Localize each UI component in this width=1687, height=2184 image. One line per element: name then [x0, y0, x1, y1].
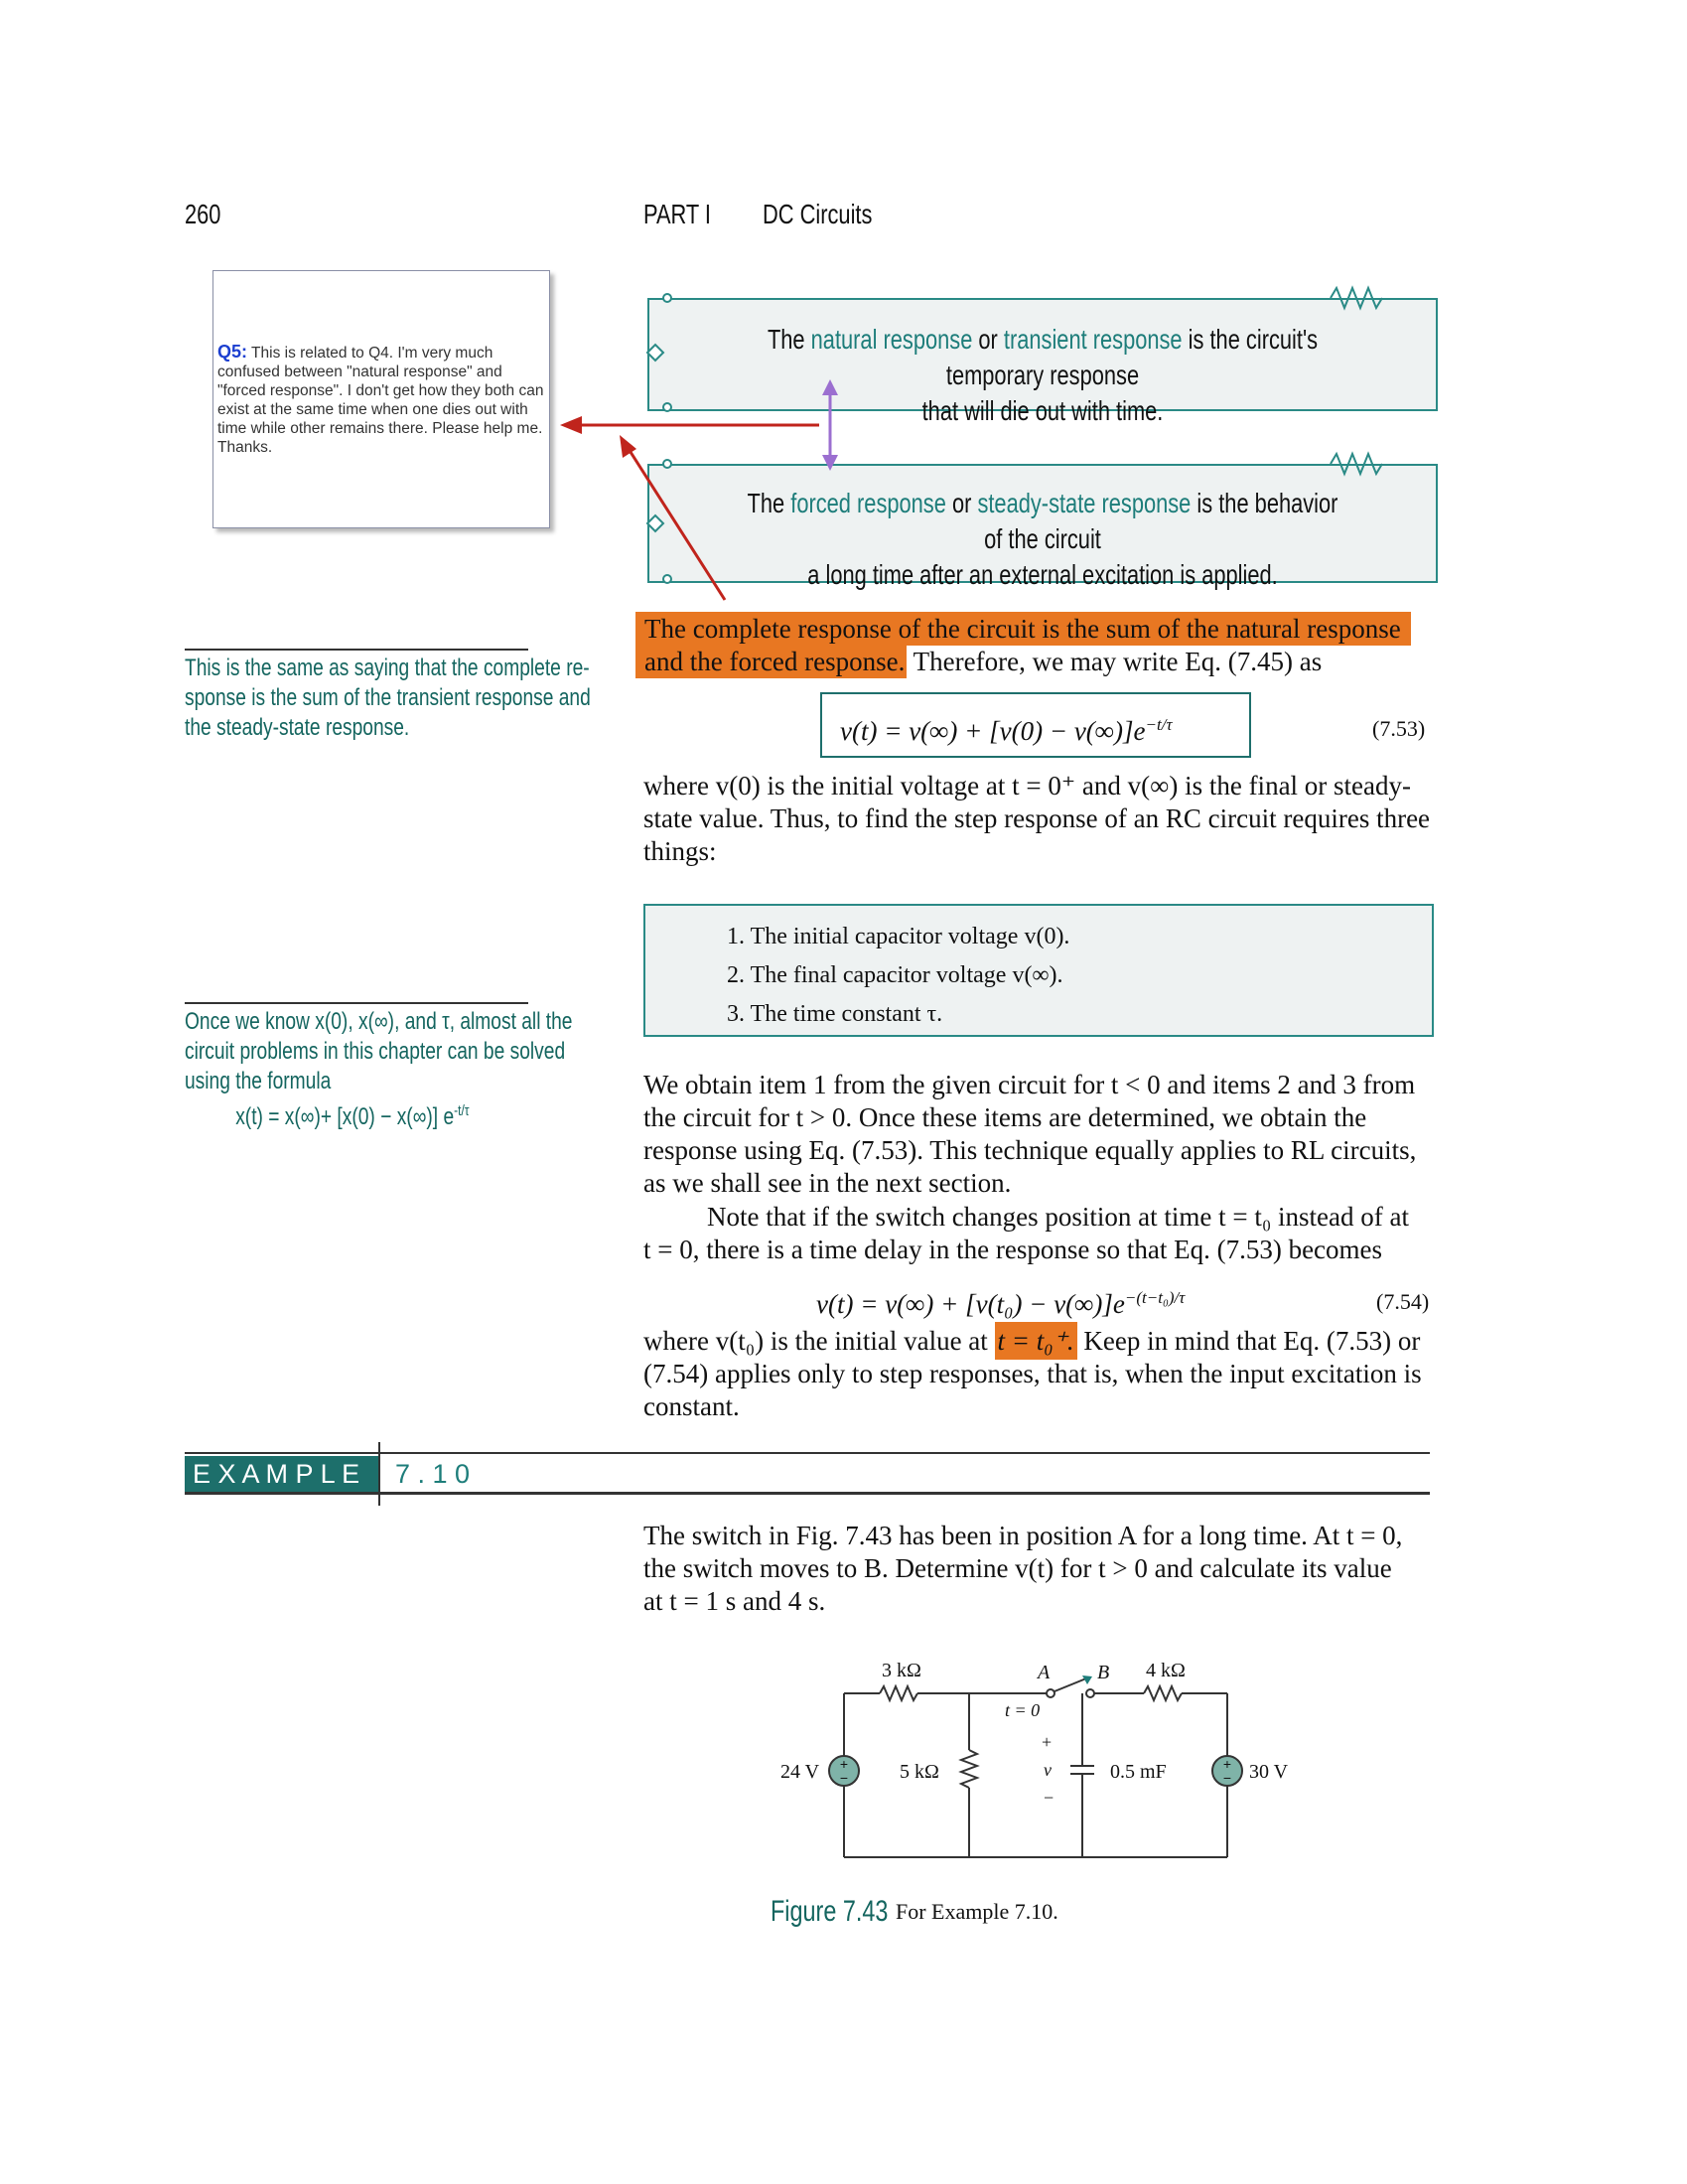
equation-7-53: $v(t) = v(\infty) + [v(0) - v(\infty)]e^{-t/\tau}$ [840, 715, 1173, 746]
natural-response-term: natural response [810, 324, 973, 355]
comment-text: This is related to Q4. I'm very much confused between "natural response" and "forced response". I don't get how they both can exist at the same time when one dies out with time while other remains there. Please help me. Thanks. [217, 345, 544, 456]
switch-a-label: A [1038, 1662, 1051, 1683]
resistor-5k-icon [961, 1750, 977, 1788]
list-item: 2. The final capacitor voltage v(∞). [727, 962, 1063, 988]
para-obtain: We obtain item 1 from the given circuit for t < 0 and items 2 and 3 from the circuit for t > 0. Once these items are determined, we obtain the response using Eq. (7.53). This technique equally applies to RL circuits, as we shall see in the next section. [643, 1070, 1417, 1198]
resistor-3k-icon [880, 1686, 917, 1700]
r2-label: 5 kΩ [900, 1761, 939, 1783]
v-label: v [1044, 1760, 1052, 1780]
side-note-rule [185, 1002, 528, 1004]
side-note-formula: x(t) = x(∞)+ [x(0) − x(∞)] $e^{-t/\tau}$ [235, 1102, 470, 1130]
v1-label: 24 V [780, 1761, 820, 1783]
example-top-rule [185, 1452, 1430, 1454]
box-trace-decoration [647, 288, 1382, 583]
purple-double-arrow-icon [822, 379, 838, 471]
equation-number-7-54: (7.54) [1376, 1289, 1430, 1314]
cap-label: 0.5 mF [1110, 1761, 1167, 1783]
side-note-2: Once we know x(0), x(∞), and τ, almost all the circuit problems in this chapter can be solved using the formula x(t) = x(∞)+ [x(0) − x(∞)] $e^{-t/\tau}$ [185, 1008, 573, 1130]
list-item: 1. The initial capacitor voltage v(0). [727, 924, 1070, 949]
minus-label: − [1044, 1788, 1054, 1808]
example-divider [378, 1442, 380, 1506]
r3-label: 4 kΩ [1146, 1660, 1186, 1681]
steps-list-box [643, 904, 1434, 1037]
r1-label: 3 kΩ [882, 1660, 921, 1681]
forced-def-line1: The forced response or steady-state response is the behavior of the circuit [747, 488, 1338, 554]
side-note-rule [185, 649, 528, 651]
highlight-complete-response-2: and the forced response. [635, 645, 907, 678]
side-note-1: This is the same as saying that the complete re- sponse is the sum of the transient response and the steady-state response. [185, 655, 591, 741]
switch-icon [1054, 1678, 1086, 1691]
circuit-diagram [755, 1649, 1289, 1877]
switch-time-label: t = 0 [1005, 1700, 1041, 1720]
para-where-initial: where v(0) is the initial voltage at t = 0⁺ and v(∞) is the final or steady- state value. Thus, to find the step response of an RC circuit requires three things: [643, 771, 1431, 866]
v2-label: 30 V [1249, 1761, 1289, 1783]
part-title: DC Circuits [763, 199, 873, 229]
figure-label: Figure 7.43 [771, 1895, 889, 1928]
natural-def-line1: The natural response or transient response is the circuit's temporary response [767, 324, 1319, 390]
forced-def-line2: a long time after an external excitation is applied. [807, 559, 1278, 590]
resistor-4k-icon [1144, 1686, 1182, 1700]
complete-response-para: The complete response of the circuit is the sum of the natural response and the forced response. Therefore, we may write Eq. (7.45) as [635, 613, 1411, 678]
switch-b-label: B [1097, 1662, 1110, 1683]
natural-def-line2: that will die out with time. [921, 395, 1164, 426]
example-label-box [185, 1456, 378, 1492]
example-bottom-rule [185, 1492, 1430, 1495]
part-label: PART I [643, 199, 711, 229]
example-problem-text: The switch in Fig. 7.43 has been in position A for a long time. At t = 0, the switch moves to B. Determine v(t) for t > 0 and calculate its value at t = 1 s and 4 s. [643, 1521, 1403, 1616]
svg-text:−: − [1222, 1770, 1232, 1786]
page-number: 260 [185, 199, 221, 229]
para-note: Note that if the switch changes position at time t = t₀ instead of at t = 0, there is a time delay in the response so that Eq. (7.53) becomes [643, 1202, 1409, 1264]
plus-label: + [1042, 1732, 1053, 1752]
example-number: 7 . 1 0 [395, 1459, 471, 1489]
steady-state-response-term: steady-state response [977, 488, 1192, 518]
svg-text:+: + [1222, 1756, 1232, 1772]
forced-response-term: forced response [790, 488, 946, 518]
equation-7-53-box [820, 692, 1251, 758]
highlight-t0-plus: t = t₀⁺. [995, 1322, 1077, 1360]
para-where-t0: where v(t₀) is the initial value at t = t₀⁺. Keep in mind that Eq. (7.53) or (7.54) applies only to step responses, that is, when the input excitation is constant. [643, 1325, 1422, 1423]
equation-number-7-53: (7.53) [1372, 716, 1426, 741]
comment-label: Q5: [217, 342, 248, 362]
list-item: 3. The time constant τ. [727, 1001, 943, 1027]
figure-caption: For Example 7.10. [896, 1899, 1058, 1924]
example-label: E X A M P L E [193, 1459, 360, 1489]
highlight-complete-response: The complete response of the circuit is the sum of the natural response [635, 612, 1411, 646]
transient-response-term: transient response [1003, 324, 1183, 355]
svg-text:−: − [839, 1770, 849, 1786]
red-arrow-icon [560, 416, 819, 600]
equation-7-54: $v(t) = v(\infty) + [v(t_0) - v(\infty)]e^{-(t-t_0)/\tau}$ [816, 1288, 1186, 1319]
svg-text:+: + [839, 1756, 849, 1772]
